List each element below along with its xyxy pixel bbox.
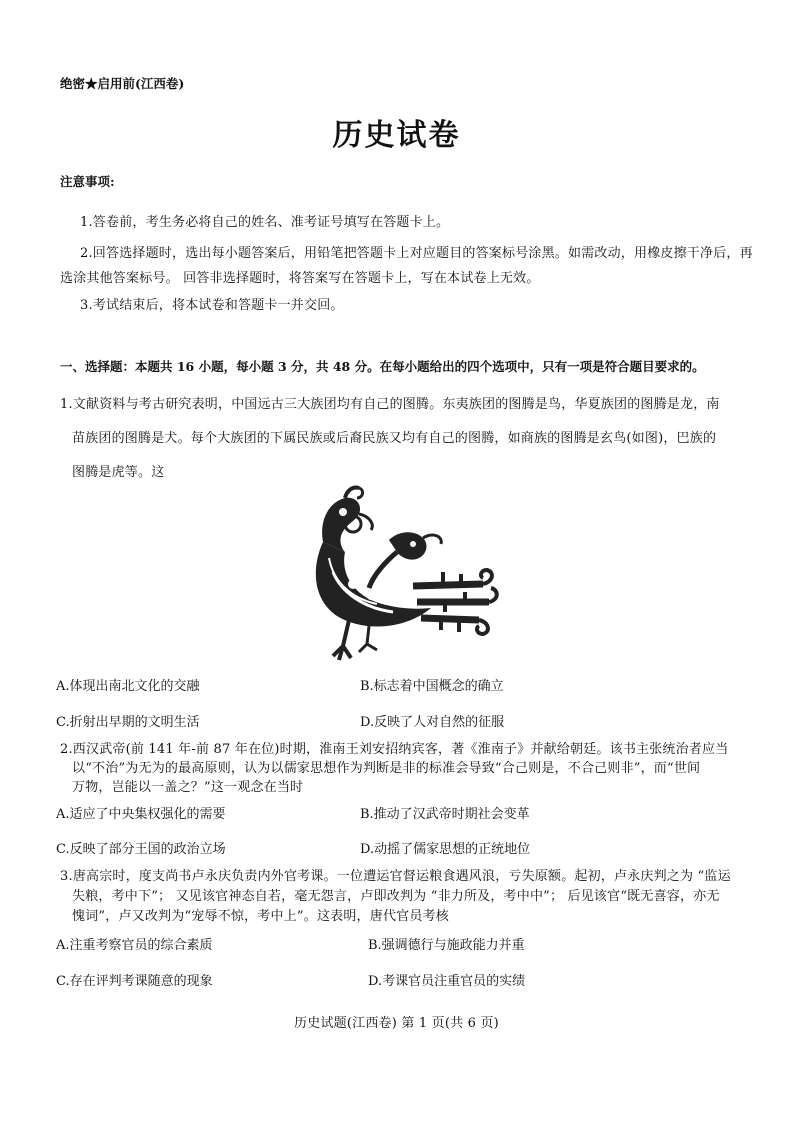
question-1-option-c: C.折射出早期的文明生活 [56,715,200,730]
xuanniao-totem-figure [293,480,505,670]
question-3-option-b: B.强调德行与施政能力并重 [368,938,525,953]
question-2-line: 以“不治”为无为的最高原则，认为以儒家思想作为判断是非的标准会导致“合己则是，不合己则非”，而“世间 [72,761,701,776]
question-3-line: 失粮，考中下”； 又见该官神态自若，毫无怨言，卢即改判为 “非力所及，考中中”； 后见该官“既无喜容，亦无 [72,889,720,904]
question-2-line: 万物，岂能以一盖之？”这一观念在当时 [72,780,304,795]
bird-totem-icon [293,480,505,670]
question-1-line: 苗族团的图腾是犬。每个大族团的下属民族或后裔民族又均有自己的图腾，如商族的图腾是玄鸟(如图)，巴族的 [72,431,717,446]
question-2-option-c: C.反映了部分王国的政治立场 [56,842,226,857]
notice-item: 选涂其他答案标号。 回答非选择题时，将答案写在答题卡上，写在本试卷上无效。 [60,271,540,286]
notice-item: 1.答卷前，考生务必将自己的姓名、准考证号填写在答题卡上。 [80,215,450,230]
question-1-option-d: D.反映了人对自然的征服 [360,715,505,730]
question-2-option-a: A.适应了中央集权强化的需要 [56,807,226,822]
page-footer: 历史试题(江西卷) 第 1 页(共 6 页) [294,1016,499,1031]
question-1-line: 1.文献资料与考古研究表明，中国远古三大族团均有自己的图腾。东夷族团的图腾是鸟，华夏族团的图腾是龙，南 [60,397,720,412]
question-3-option-d: D.考课官员注重官员的实绩 [368,974,526,989]
question-3-line: 3.唐高宗时，度支尚书卢永庆负责内外官考课。一位遭运官督运粮食遇风浪，亏失原额。起初，卢永庆判之为 “监运 [60,869,731,884]
confidential-label: 绝密★启用前(江西卷) [60,76,185,91]
notice-item: 3.考试结束后，将本试卷和答题卡一并交回。 [80,298,344,313]
question-2-line: 2.西汉武帝(前 141 年-前 87 年在位)时期，淮南王刘安招纳宾客，著《淮南子》并献给朝廷。该书主张统治者应当 [60,742,729,757]
question-1-option-b: B.标志着中国概念的确立 [360,679,504,694]
question-2-option-b: B.推动了汉武帝时期社会变革 [360,807,530,822]
question-2-option-d: D.动摇了儒家思想的正统地位 [360,842,531,857]
notice-heading: 注意事项: [60,174,115,189]
page-title: 历史试卷 [332,118,461,153]
question-1-option-a: A.体现出南北文化的交融 [56,679,200,694]
notice-item: 2.回答选择题时，选出每小题答案后，用铅笔把答题卡上对应题目的答案标号涂黑。如需改动，用橡皮擦干净后，再 [80,246,753,261]
question-3-option-c: C.存在评判考课随意的现象 [56,974,213,989]
question-3-option-a: A.注重考察官员的综合素质 [56,938,213,953]
question-3-line: 愧词”，卢又改判为“宠辱不惊，考中上”。这表明，唐代官员考核 [72,909,449,924]
question-1-line: 图腾是虎等。这 [72,465,165,480]
section-heading: 一、选择题：本题共 16 小题，每小题 3 分，共 48 分。在每小题给出的四个选项中，只有一项是符合题目要求的。 [60,359,705,374]
